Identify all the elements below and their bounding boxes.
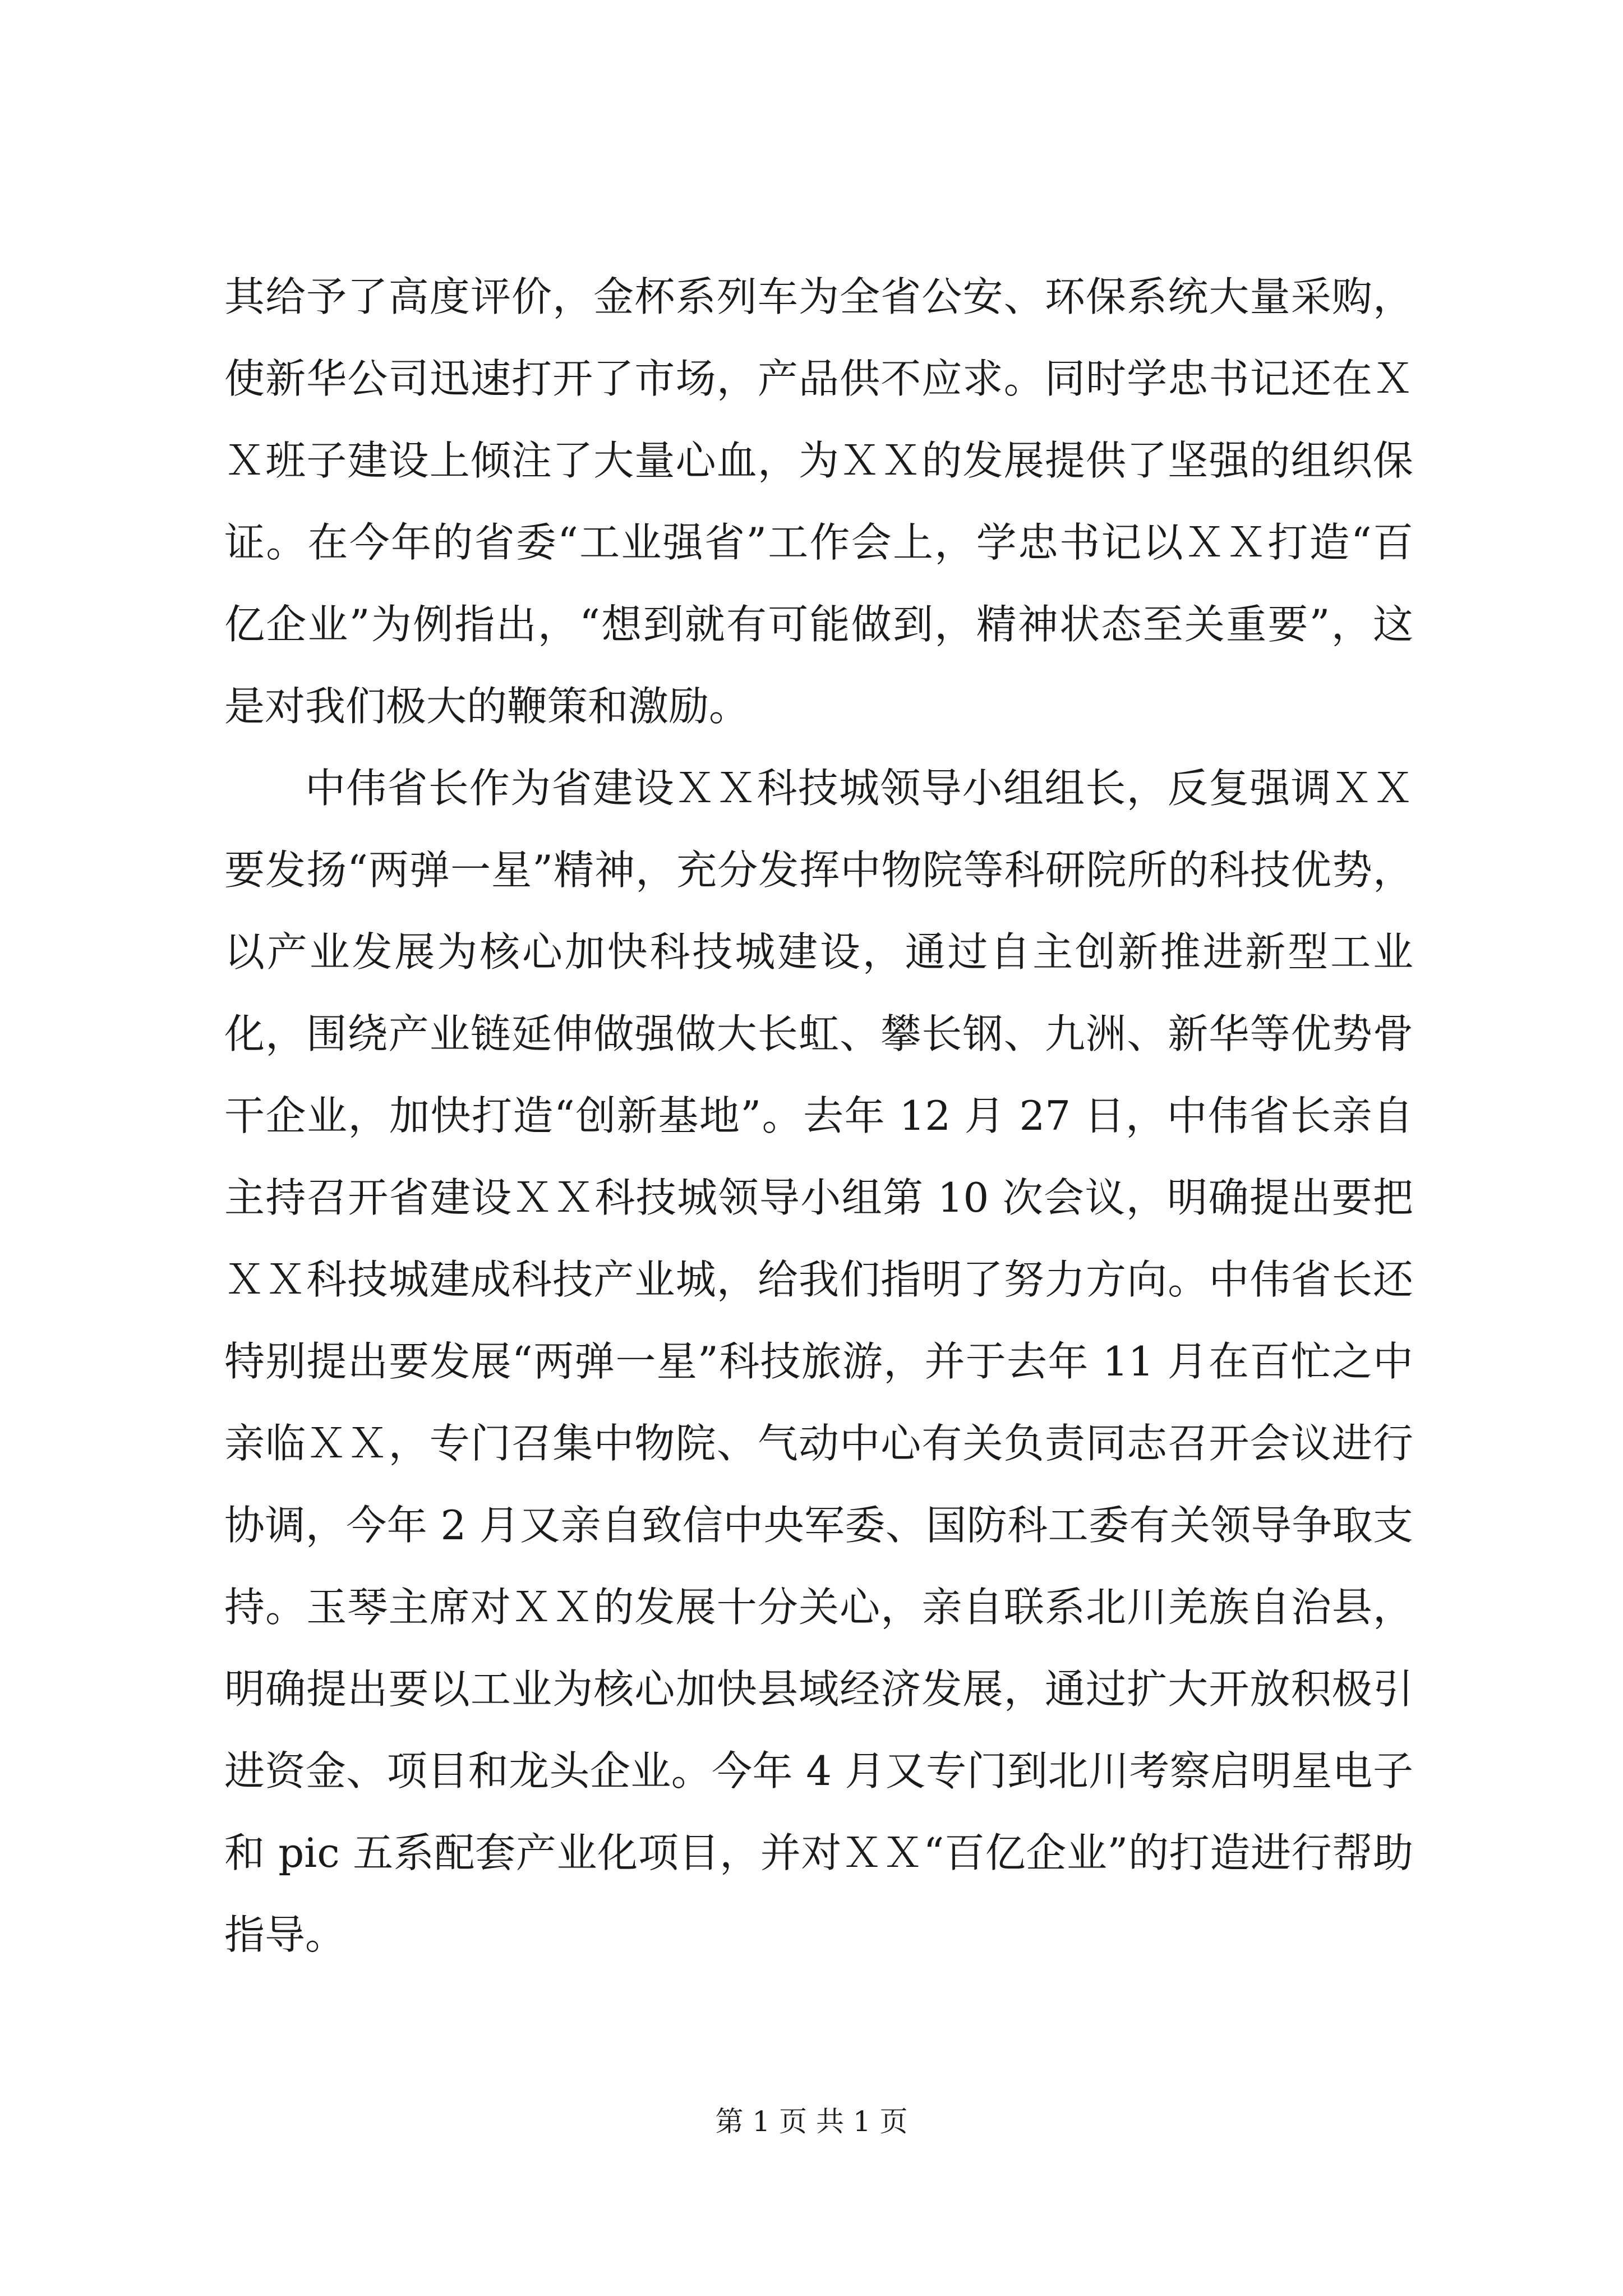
paragraph-governor: 中伟省长作为省建设ＸＸ科技城领导小组组长，反复强调ＸＸ要发扬“两弹一星”精神，充分发挥中物院等科研院所的科技优势，以产业发展为核心加快科技城建设，通过自主创新推进新型工业化，围绕产业链延伸做强做大长虹、攀长钢、九洲、新华等优势骨干企业，加快打造“创新基地”。去年 12 月 27 日，中伟省长亲自主持召开省建设ＸＸ科技城领导小组第 10 次会议，明确提出要把ＸＸ科技城建成科技产业城，给我们指明了努力方向。中伟省长还特别提出要发展“两弹一星”科技旅游，并于去年 11 月在百忙之中亲临ＸＸ，专门召集中物院、气动中心有关负责同志召开会议进行协调，今年 2 月又亲自致信中央军委、国防科工委有关领导争取支持。玉琴主席对ＸＸ的发展十分关心，亲自联系北川羌族自治县，明确提出要以工业为核心加快县域经济发展，通过扩大开放积极引进资金、项目和龙头企业。今年 4 月又专门到北川考察启明星电子和 pic 五系配套产业化项目，并对ＸＸ“百亿企业”的打造进行帮助指导。 [224,765,1413,1958]
document-body [224,256,1413,1976]
paragraph-continuation: 其给予了高度评价，金杯系列车为全省公安、环保系统大量采购，使新华公司迅速打开了市场，产品供不应求。同时学忠书记还在ＸＸ班子建设上倾注了大量心血，为ＸＸ的发展提供了坚强的组织保证。在今年的省委“工业强省”工作会上，学忠书记以ＸＸ打造“百亿企业”为例指出，“想到就有可能做到，精神状态至关重要”，这是对我们极大的鞭策和激励。 [224,273,1413,730]
page-footer: 第 1 页 共 1 页 [715,2105,908,2138]
